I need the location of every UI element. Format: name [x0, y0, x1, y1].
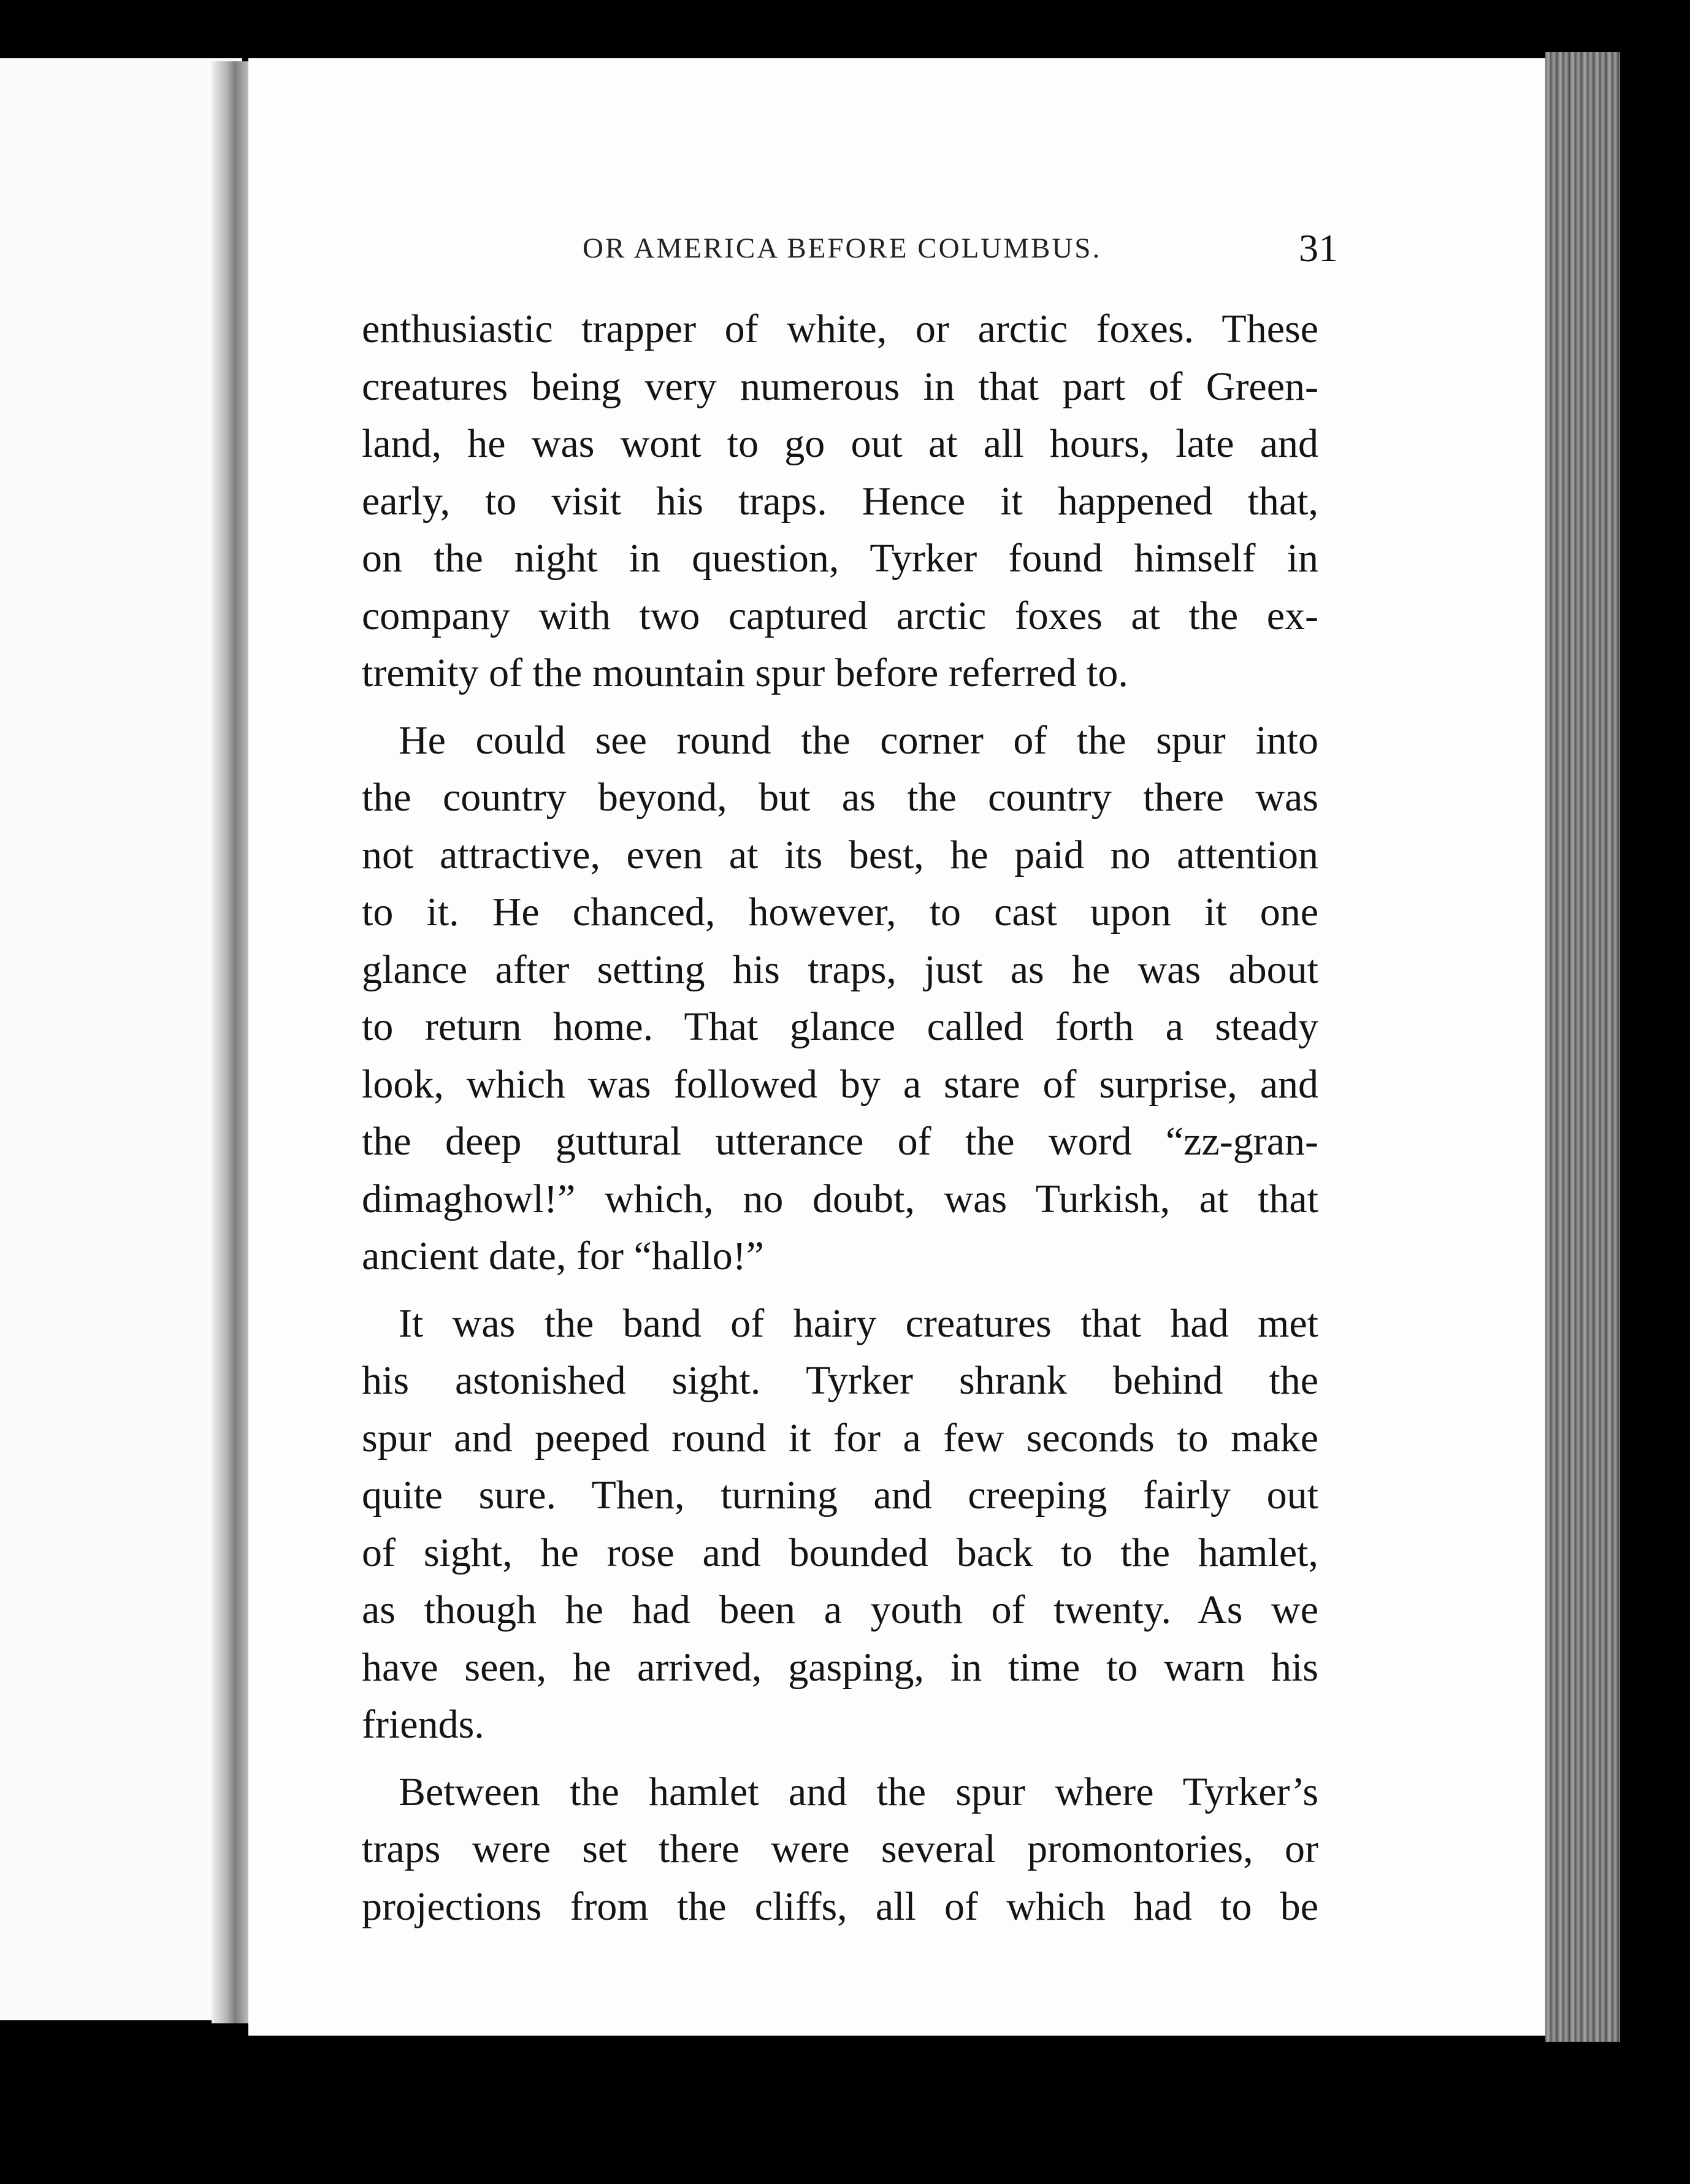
text-line: land, he was wont to go out at all hours, late and	[362, 421, 1318, 466]
paragraph	[362, 1763, 1318, 1936]
text-line: ancient date, for “hallo!”	[362, 1234, 764, 1278]
text-line: the country beyond, but as the country there was	[362, 775, 1318, 820]
text-line: projections from the cliffs, all of which had to be	[362, 1884, 1318, 1929]
text-line: Between the hamlet and the spur where Tyrker’s	[399, 1769, 1318, 1814]
page-number: 31	[1299, 226, 1338, 270]
text-line: the deep guttural utterance of the word “zz-gran-	[362, 1119, 1318, 1164]
text-line: spur and peeped round it for a few seconds to make	[362, 1415, 1318, 1460]
text-line: enthusiastic trapper of white, or arctic foxes. These	[362, 307, 1318, 351]
text-line: his astonished sight. Tyrker shrank behind the	[362, 1358, 1318, 1403]
text-line: look, which was followed by a stare of surprise, and	[362, 1061, 1318, 1107]
text-line: to return home. That glance called forth a steady	[362, 1004, 1318, 1049]
paragraph	[362, 712, 1318, 1285]
text-line: have seen, he arrived, gasping, in time to warn his	[362, 1644, 1318, 1690]
running-header: OR AMERICA BEFORE COLUMBUS.	[583, 232, 1102, 264]
text-line: early, to visit his traps. Hence it happened that,	[362, 478, 1318, 524]
text-line: dimaghowl!” which, no doubt, was Turkish, at that	[362, 1176, 1318, 1221]
text-line: glance after setting his traps, just as he was about	[362, 947, 1318, 992]
text-line: It was the band of hairy creatures that had met	[399, 1300, 1318, 1346]
text-line: of sight, he rose and bounded back to the hamlet,	[362, 1530, 1318, 1575]
text-line: as though he had been a youth of twenty. As we	[362, 1587, 1318, 1632]
text-line: on the night in question, Tyrker found himself in	[362, 536, 1318, 581]
text-line: traps were set there were several promontories, or	[362, 1827, 1318, 1871]
text-line: tremity of the mountain spur before referred to.	[362, 651, 1128, 695]
text-line: company with two captured arctic foxes at the ex-	[362, 593, 1318, 638]
text-line: not attractive, even at its best, he paid no attention	[362, 832, 1318, 877]
text-line: quite sure. Then, turning and creeping fairly out	[362, 1473, 1318, 1518]
body-text	[362, 300, 1318, 1935]
paragraph	[362, 300, 1318, 702]
text-line: to it. He chanced, however, to cast upon it one	[362, 890, 1318, 934]
text-line: friends.	[362, 1702, 484, 1747]
facing-page-margin	[0, 58, 242, 2020]
text-line: creatures being very numerous in that part of Green-	[362, 364, 1318, 409]
paragraph	[362, 1295, 1318, 1754]
text-line: He could see round the corner of the spur into	[399, 717, 1318, 763]
page-edges	[1545, 52, 1620, 2042]
